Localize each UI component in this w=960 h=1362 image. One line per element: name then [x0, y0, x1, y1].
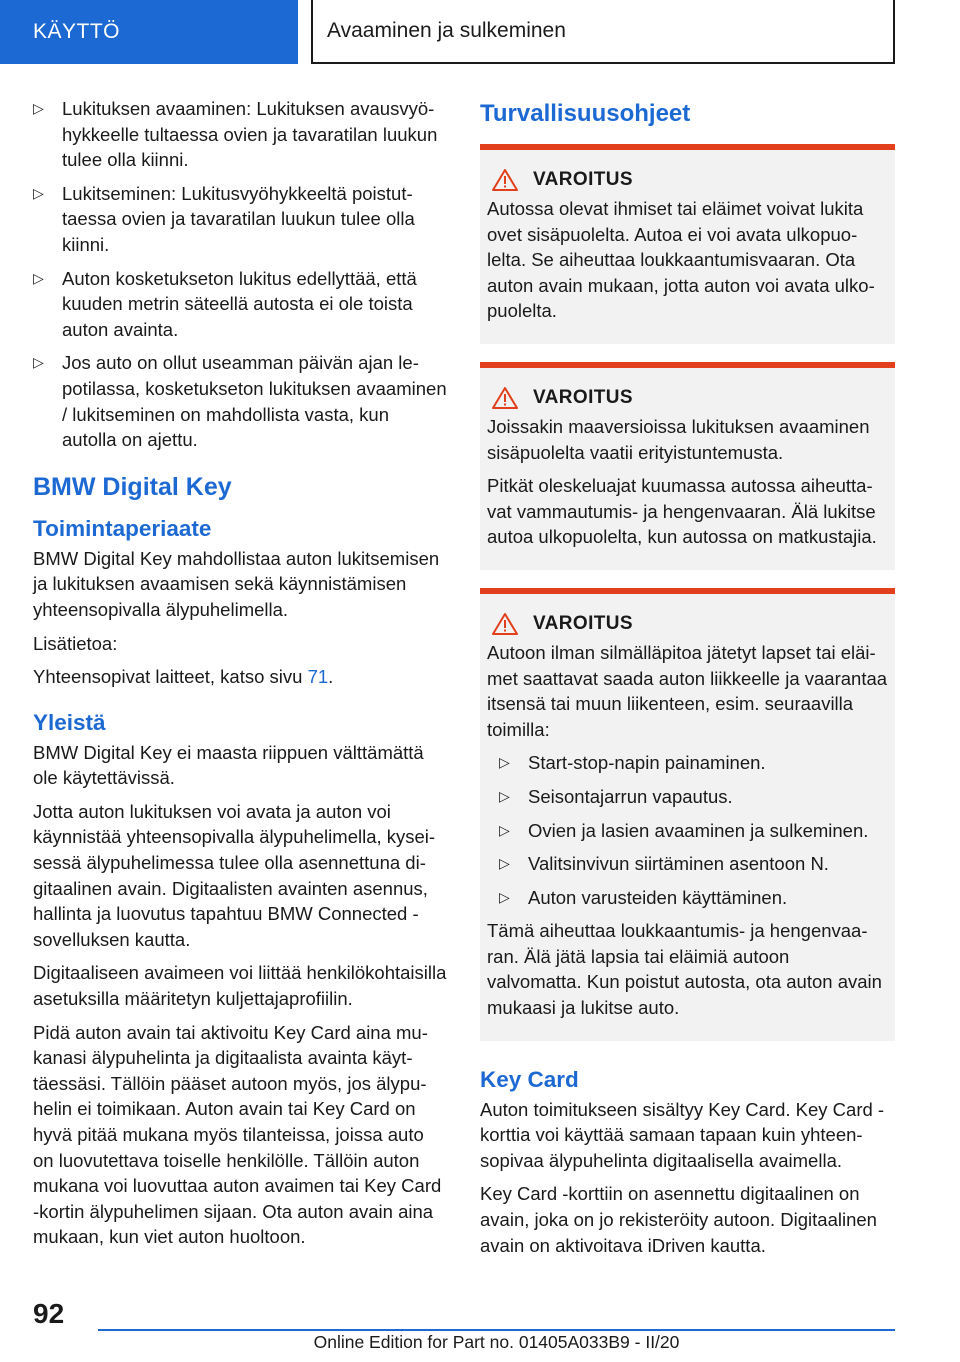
heading-principle: Toimintaperiaate	[33, 515, 212, 541]
warning-box	[480, 588, 895, 1041]
list-item: ▷ Auton kosketukseton lukitus edellyttää, että kuuden metrin säteellä autosta ei ole toista auton avainta.	[33, 267, 417, 340]
footer-divider	[98, 1329, 895, 1331]
list-item: ▷ Lukitseminen: Lukitusvyöhykkeeltä poistuttaessa ovien ja tavaratilan luukun tulee olla kiinni.	[33, 182, 415, 255]
more-info-label: Lisätietoa:	[33, 632, 118, 654]
list-item: ▷ Lukituksen avaaminen: Lukituksen avausvyöhykkeelle tultaessa ovien ja tavaratilan luukun tulee olla kiinni.	[33, 98, 438, 171]
warning-triangle-icon	[491, 168, 519, 192]
triangle-right-icon: ▷	[499, 888, 510, 905]
triangle-right-icon: ▷	[499, 855, 510, 872]
right-column	[480, 96, 895, 1266]
heading-bmw-digital-key: BMW Digital Key	[33, 472, 232, 501]
triangle-right-icon: ▷	[499, 821, 510, 838]
warning-title: VAROITUS	[533, 612, 633, 634]
triangle-right-icon: ▷	[499, 754, 510, 771]
section-tab[interactable]	[0, 0, 298, 64]
warning-text: Joissakin maaversioissa lukituksen avaaminen sisäpuolelta vaatii erityistuntemusta.	[487, 415, 870, 463]
triangle-right-icon: ▷	[499, 787, 510, 804]
warning-text: Autossa olevat ihmiset tai eläimet voivat lukita ovet sisäpuolelta. Autoa ei voi avata ulkopuolelta. Se aiheuttaa loukkaantumisvaaran. Ota auton avain mukaan, jotta auton voi avata ulkopuolelta.	[487, 198, 875, 322]
warning-title: VAROITUS	[533, 386, 633, 408]
warning-text: Pitkät oleskeluajat kuumassa autossa aiheuttavat vammautumis- ja hengenvaaran. Älä lukitse autoa ulkopuolelta, kun autossa on matkustajia.	[487, 475, 877, 548]
page-link[interactable]: 71	[307, 666, 329, 688]
left-column	[33, 96, 448, 1258]
list-item: ▷ Seisontajarrun vapautus.	[499, 784, 888, 810]
warning-box	[480, 362, 895, 570]
list-item: ▷ Valitsinvivun siirtäminen asentoon N.	[499, 851, 888, 877]
general-paragraph-3: Digitaaliseen avaimeen voi liittää henkilökohtaisilla asetuksilla määritetyn kuljettajaprofiilin.	[33, 962, 447, 1010]
warning-triangle-icon	[491, 612, 519, 636]
page-number: 92	[33, 1298, 65, 1329]
warning-triangle-icon	[491, 386, 519, 410]
keycard-paragraph-1: Auton toimitukseen sisältyy Key Card. Key Card -korttia voi käyttää samaan tapaan kuin yhteensopivaa älypuhelinta digitaalisella avaimella.	[480, 1098, 885, 1171]
compat-paragraph: Yhteensopivat laitteet, katso sivu 71.	[33, 666, 334, 688]
warning-actions-list	[499, 750, 888, 910]
chapter-title: Avaaminen ja sulkeminen	[327, 19, 566, 42]
list-item: ▷ Jos auto on ollut useamman päivän ajan lepotilassa, kosketukseton lukituksen avaaminen / lukitseminen on mahdollista vasta, kun autolla on ajettu.	[33, 352, 447, 451]
heading-key-card: Key Card	[480, 1066, 579, 1092]
warning-box	[480, 144, 895, 344]
chapter-header	[311, 0, 895, 64]
warning-title: VAROITUS	[533, 169, 633, 190]
general-paragraph-1: BMW Digital Key ei maasta riippuen välttämättä ole käytettävissä.	[33, 741, 424, 789]
principle-text: BMW Digital Key mahdollistaa auton lukitsemisen ja lukituksen avaamisen sekä käynnistämisen yhteensopivalla älypuhelimella.	[33, 547, 440, 620]
keycard-paragraph-2: Key Card -korttiin on asennettu digitaalinen on avain, joka on jo rekisteröity autoon. Digitaalinen avain on aktivoitava iDriven kautta.	[480, 1183, 877, 1256]
conditions-list	[33, 96, 448, 453]
triangle-right-icon: ▷	[33, 354, 44, 371]
heading-safety: Turvallisuusohjeet	[480, 100, 691, 127]
triangle-right-icon: ▷	[33, 184, 44, 201]
list-item: ▷ Start-stop-napin painaminen.	[499, 750, 888, 776]
list-item: ▷ Ovien ja lasien avaaminen ja sulkeminen.	[499, 818, 888, 844]
warning-text: Autoon ilman silmälläpitoa jätetyt lapset tai eläimet saattavat saada auton liikkeelle ja vaarantaa itsensä tai muun liikenteen, esim. seuraavilla toimilla:	[487, 641, 888, 740]
general-paragraph-4: Pidä auton avain tai aktivoitu Key Card aina mukanasi älypuhelinta ja digitaalista avainta käyttäessäsi. Tällöin pääset autoon myös, jos älypuhelin ei toimikaan. Auton avain tai Key Card on hyvä pitää mukana myös tilanteissa, joissa auto on luovutettava toiselle henkilölle. Tällöin auton mukana voi luovuttaa auton avaimen tai Key Card -kortin älypuhelimen sijaan. Ota auton avain aina mukaan, kun viet auton huoltoon.	[33, 1021, 442, 1248]
triangle-right-icon: ▷	[33, 269, 44, 286]
section-title: KÄYTTÖ	[33, 20, 121, 43]
list-item: ▷ Auton varusteiden käyttäminen.	[499, 885, 888, 911]
triangle-right-icon: ▷	[33, 100, 44, 116]
warning-text: Tämä aiheuttaa loukkaantumis- ja hengenvaaran. Älä jätä lapsia tai eläimiä autoon valvomatta. Kun poistut autosta, ota auton avain mukaasi ja lukitse auto.	[487, 920, 882, 1019]
general-paragraph-2: Jotta auton lukituksen voi avata ja auton voi käynnistää yhteensopivalla älypuhelimella, kyseisessä älypuhelimessa tulee olla asennettuna digitaalinen avain. Digitaalisten avainten asennus, hallinta ja luovutus tapahtuu BMW Connected -sovelluksen kautta.	[33, 800, 436, 950]
edition-label: Online Edition for Part no. 01405A033B9 - II/20	[313, 1332, 680, 1352]
heading-general: Yleistä	[33, 709, 106, 735]
